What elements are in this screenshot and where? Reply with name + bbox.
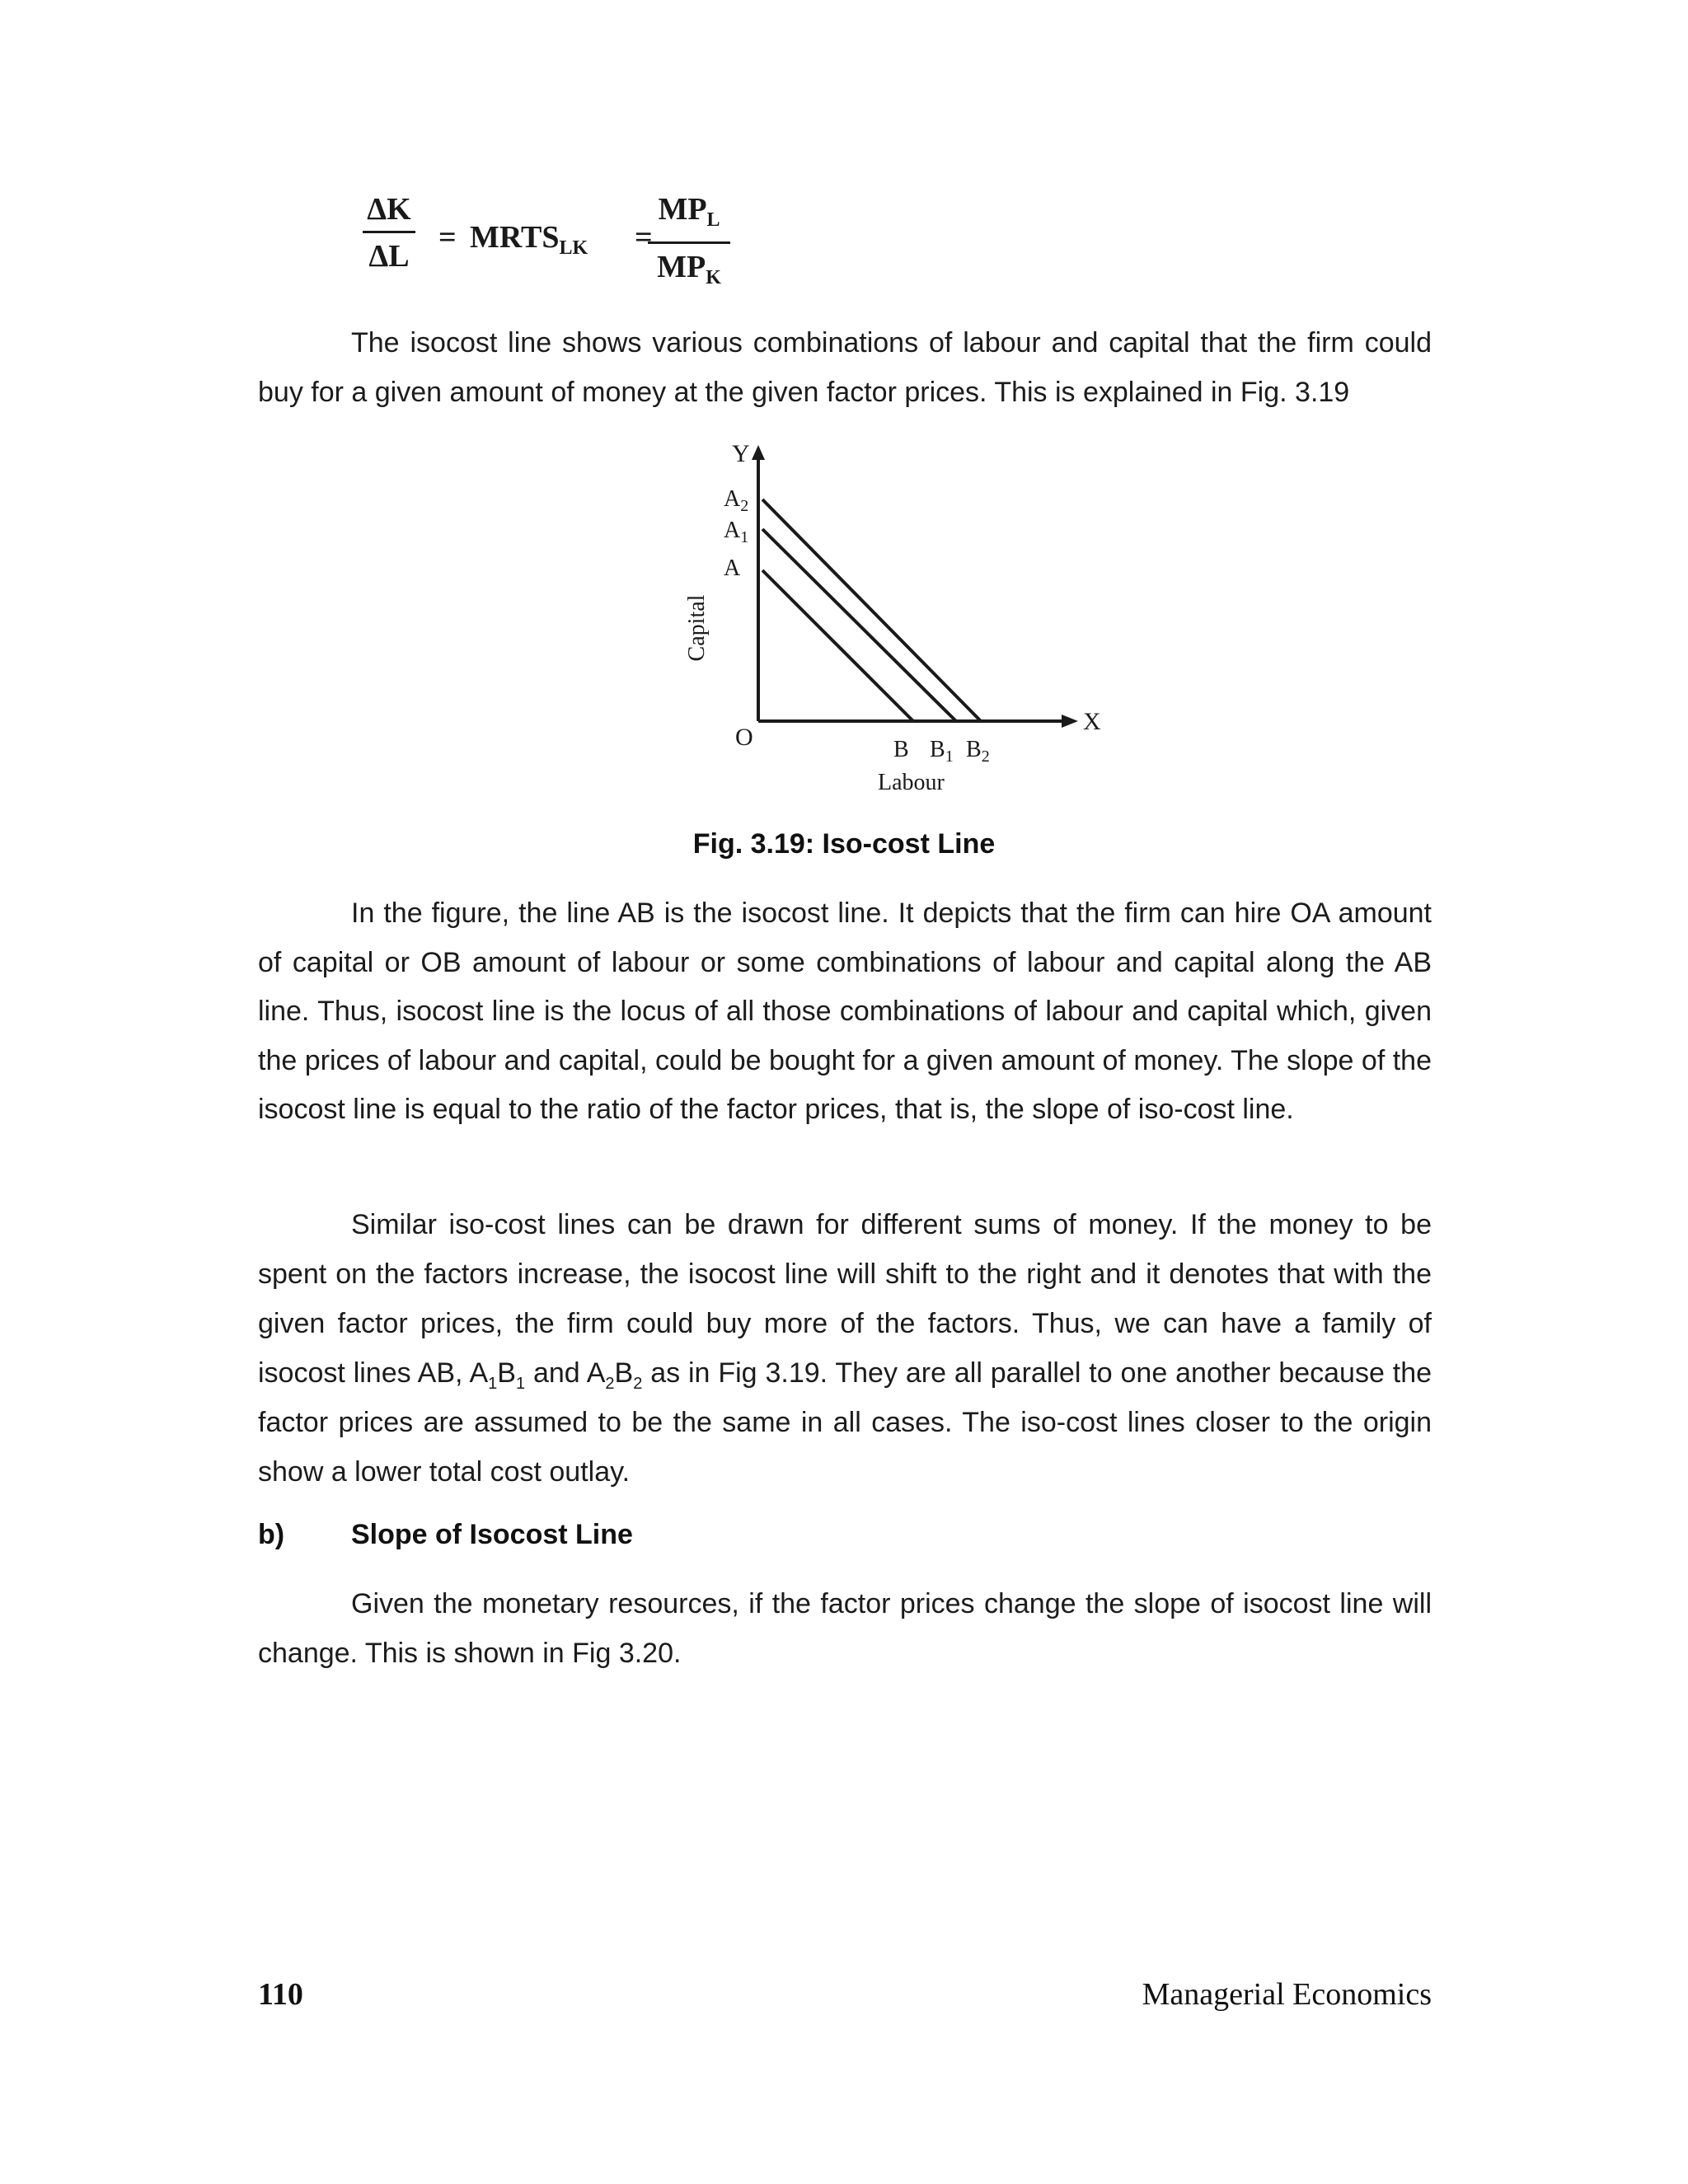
label-b1: [930, 737, 954, 766]
page-number: 110: [258, 1977, 303, 2012]
sub-2b: 2: [633, 1374, 643, 1393]
paragraph-isocost-intro: [258, 319, 1432, 417]
mp-k-sub: K: [706, 267, 721, 288]
label-a1: [724, 518, 748, 546]
label-a1-sub: 1: [740, 528, 749, 546]
paragraph-2-text: In the figure, the line AB is the isocost line. It depicts that the firm can hire OA amount of capital or OB amount of labour or some combinations of labour and capital along the AB line. Thus, isocost line is the locus of all those combinations of labour and capital which, given the prices of labour and capital, could be bought for a given amount of money. The slope of the isocost line is equal to the ratio of the factor prices, that is, the slope of iso-cost line.: [258, 898, 1432, 1125]
mp-l-main: MP: [658, 192, 707, 227]
delta-k: ΔK: [363, 191, 415, 233]
delta-l: ΔL: [368, 239, 410, 274]
label-a2-sub: 2: [740, 497, 749, 515]
delta-fraction: [363, 191, 415, 274]
equals-sign-1: =: [438, 220, 457, 255]
label-a1-text: A: [724, 518, 741, 543]
mp-l-sub: L: [706, 209, 720, 231]
paragraph-isocost-definition: [258, 889, 1432, 1135]
sub-1a: 1: [488, 1374, 498, 1393]
label-a2-text: A: [724, 486, 741, 512]
paragraph-3-part1: Similar iso-cost lines can be drawn for different sums of money. If the money to be spent on the factors increase, the isocost line will shift to the right and it denotes that with the given factor prices, the firm could buy more of the factors. Thus, we can have a family of isocost lines AB, A: [258, 1209, 1432, 1389]
label-b2: [966, 737, 990, 766]
origin-label: O: [735, 724, 753, 751]
paragraph-3-part4: B: [614, 1357, 634, 1389]
label-a: A: [724, 555, 741, 581]
x-title: Labour: [878, 770, 945, 795]
section-title: Slope of Isocost Line: [351, 1519, 633, 1550]
isocost-chart: [659, 437, 1121, 799]
isocost-line-ab: [762, 570, 913, 721]
mrts-sub: LK: [559, 237, 588, 259]
y-axis-label: Y: [732, 440, 750, 467]
mp-k-main: MP: [657, 250, 706, 284]
mrts-main: MRTS: [470, 220, 560, 255]
sub-2a: 2: [605, 1374, 615, 1393]
isocost-line-a2b2: [762, 499, 981, 721]
mrts-term: [470, 219, 588, 260]
mp-labour: [648, 191, 730, 244]
paragraph-isocost-family: [258, 1200, 1432, 1497]
isocost-line-a1b1: [762, 529, 956, 721]
label-a2: [724, 486, 748, 515]
isocost-figure: [659, 437, 1121, 799]
label-b1-sub: 1: [945, 748, 954, 766]
sub-1b: 1: [515, 1374, 526, 1393]
label-b: B: [893, 737, 909, 762]
book-title: Managerial Economics: [1142, 1977, 1432, 2012]
equals-sign-2: =: [635, 220, 653, 255]
mp-fraction: [648, 191, 730, 296]
paragraph-4-text: Given the monetary resources, if the factor prices change the slope of isocost line will change. This is shown in Fig 3.20.: [258, 1588, 1432, 1669]
paragraph-slope-change: [258, 1580, 1432, 1678]
paragraph-1-text: The isocost line shows various combinations of labour and capital that the firm could buy for a given amount of money at the given factor prices. This is explained in Fig. 3.19: [258, 327, 1432, 408]
mp-capital: [648, 244, 730, 296]
paragraph-3-part3: and A: [525, 1357, 606, 1389]
paragraph-3-part2: B: [497, 1357, 516, 1389]
section-number: b): [258, 1519, 285, 1550]
label-b2-sub: 2: [981, 748, 990, 766]
y-title: Capital: [684, 594, 710, 662]
paragraph-3-part5: as in Fig 3.19. They are all parallel to one another because the factor prices are assumed to be the same in all cases. The iso-cost lines closer to the origin show a lower total cost outlay.: [258, 1357, 1432, 1488]
label-b1-text: B: [930, 737, 945, 762]
y-axis-arrow: [752, 445, 765, 460]
section-heading: [258, 1519, 633, 1551]
label-b2-text: B: [966, 737, 982, 762]
x-axis-arrow: [1062, 715, 1078, 728]
figure-caption: Fig. 3.19: Iso-cost Line: [692, 828, 996, 860]
x-axis-label: X: [1083, 708, 1101, 735]
